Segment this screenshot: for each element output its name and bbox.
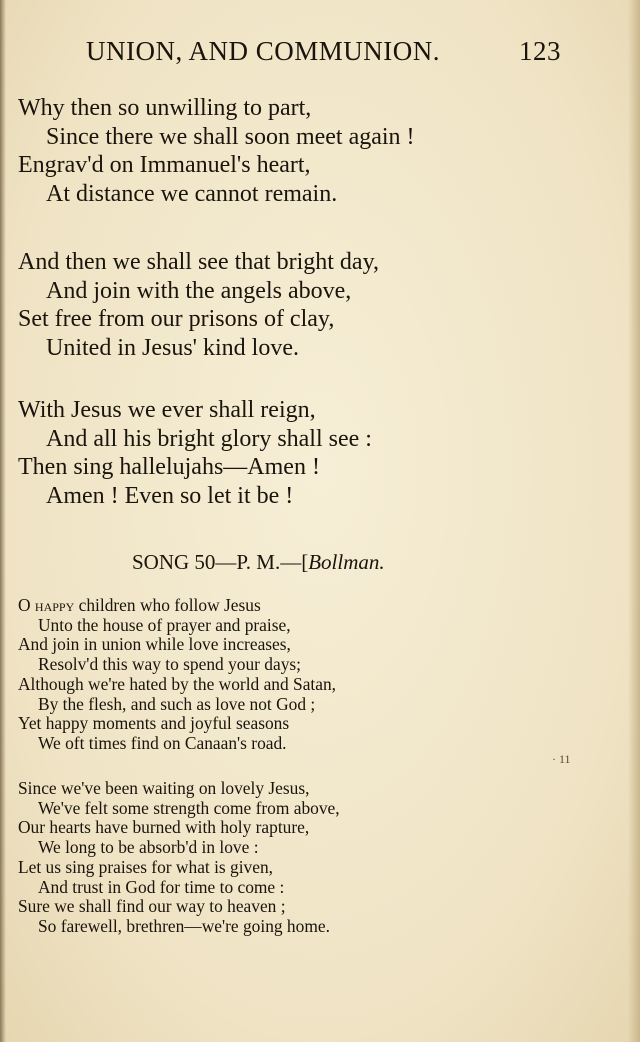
verse-line: By the flesh, and such as love not God ; <box>38 693 316 714</box>
stanza-3 <box>18 396 618 510</box>
stanza-line: With Jesus we ever shall reign, <box>18 397 316 423</box>
stanza-line: And then we shall see that bright day, <box>18 249 380 275</box>
stanza-line: Then sing hallelujahs—Amen ! <box>18 454 320 480</box>
stanza-line: Engrav'd on Immanuel's heart, <box>18 152 311 178</box>
stanza-line: And all his bright glory shall see : <box>46 425 372 452</box>
verse-line: Yet happy moments and joyful seasons <box>18 713 290 734</box>
verse-line: Let us sing praises for what is given, <box>18 856 274 877</box>
page-number: 123 <box>519 36 561 66</box>
verse-first-line-rest: children who follow Jesus <box>74 595 261 615</box>
stanza-line: United in Jesus' kind love. <box>46 334 299 361</box>
verse-opening-words: O happy <box>18 595 75 615</box>
song-author: Bollman. <box>308 550 385 574</box>
song-verse-2 <box>18 779 618 937</box>
page-binding-shadow <box>0 0 6 1042</box>
verse-line: Unto the house of prayer and praise, <box>38 614 291 635</box>
page-edge-shadow <box>628 0 640 1042</box>
verse-line: And join in union while love increases, <box>18 634 291 655</box>
verse-line: And trust in God for time to come : <box>38 876 285 897</box>
verse-line: Since we've been waiting on lovely Jesus, <box>18 778 310 798</box>
song-title <box>132 550 385 575</box>
stanza-line: And join with the angels above, <box>46 277 352 304</box>
stanza-line: Amen ! Even so let it be ! <box>46 482 294 509</box>
verse-line: So farewell, brethren—we're going home. <box>38 915 330 936</box>
verse-line: We oft times find on Canaan's road. <box>38 732 287 753</box>
stanza-line: Set free from our prisons of clay, <box>18 306 335 332</box>
running-header <box>86 36 566 67</box>
verse-line: Although we're hated by the world and Satan, <box>18 673 337 694</box>
verse-line: Resolv'd this way to spend your days; <box>38 654 302 675</box>
header-title: UNION, AND COMMUNION. <box>86 36 440 66</box>
song-verse-1 <box>18 596 618 754</box>
stanza-1 <box>18 94 618 208</box>
verse-line: Our hearts have burned with holy rapture, <box>18 817 310 838</box>
verse-first-line <box>18 596 618 616</box>
stanza-line: At distance we cannot remain. <box>46 180 338 207</box>
marginal-mark: · 11 <box>552 752 571 766</box>
verse-line: Sure we shall find our way to heaven ; <box>18 896 286 917</box>
stanza-2 <box>18 248 618 362</box>
song-number: SONG 50—P. M.—[ <box>132 550 309 574</box>
verse-line: We've felt some strength come from above, <box>38 797 340 818</box>
verse-line: We long to be absorb'd in love : <box>38 837 259 858</box>
stanza-line: Why then so unwilling to part, <box>18 95 312 121</box>
stanza-line: Since there we shall soon meet again ! <box>46 123 415 150</box>
